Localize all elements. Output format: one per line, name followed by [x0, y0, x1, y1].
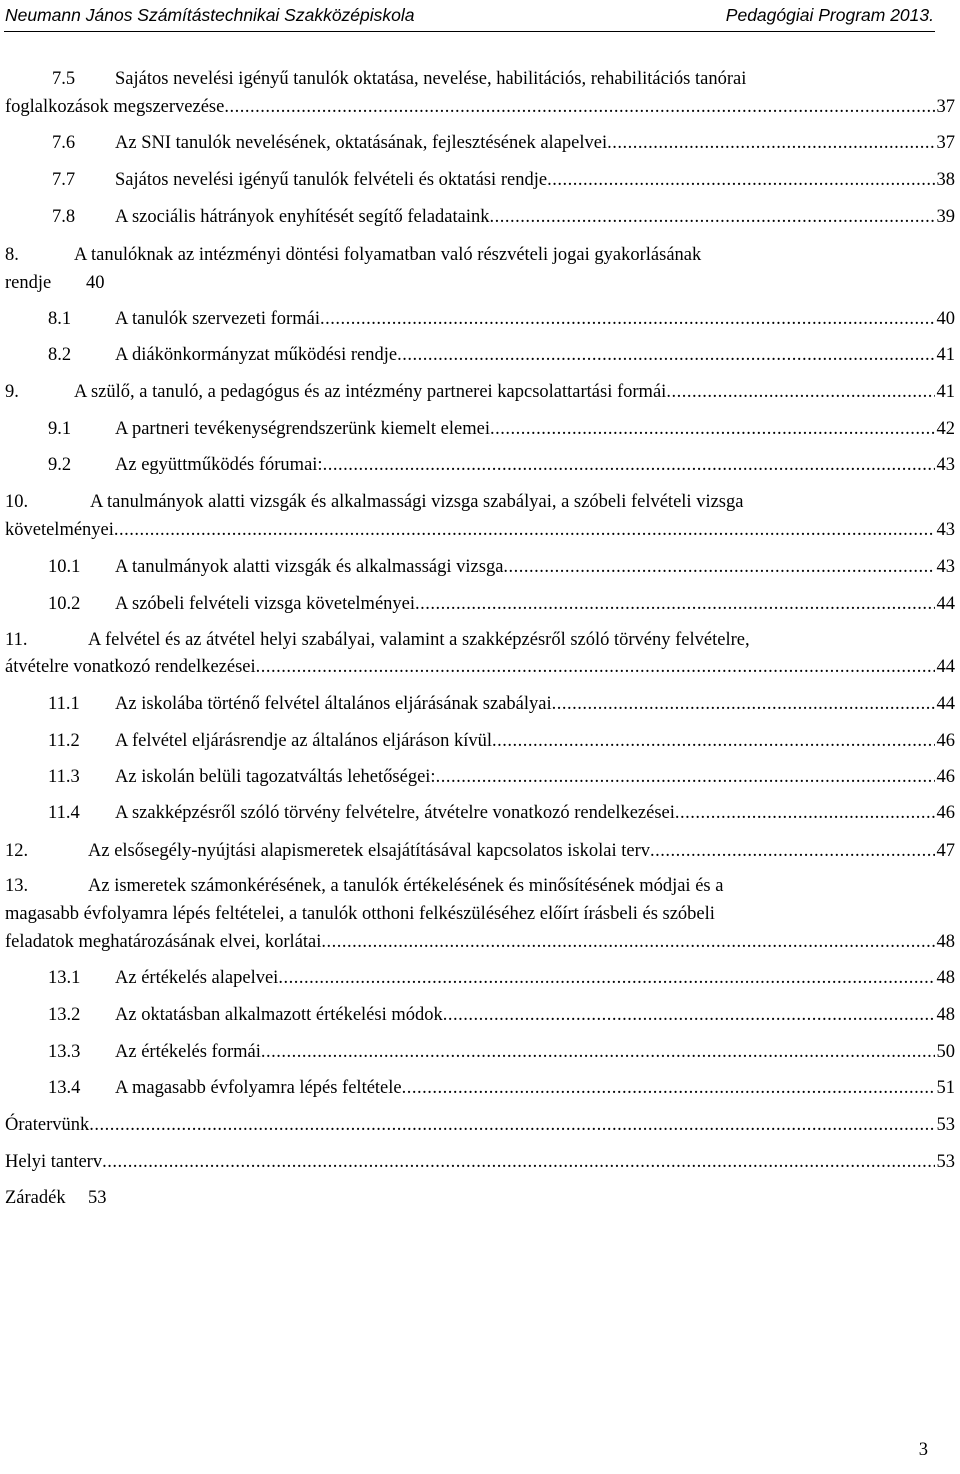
school-name: Neumann János Számítástechnikai Szakközépiskola [5, 5, 415, 25]
toc-number: 10. [5, 492, 29, 512]
dot-leader [224, 94, 934, 120]
toc-title: A partneri tevékenységrendszerünk kiemelt elemei [115, 419, 490, 439]
toc-page: 53 [936, 1115, 955, 1135]
toc-title: Az ismeretek számonkérésének, a tanulók értékelésének és minősítésének módjai és a [88, 876, 724, 896]
toc-title: Az SNI tanulók nevelésének, oktatásának, fejlesztésének alapelvei [115, 133, 608, 153]
toc-title: A diákönkormányzat működési rendje [115, 345, 398, 365]
dot-leader [607, 130, 934, 156]
toc-entry-9-2[interactable] [0, 452, 955, 478]
toc-entry-7-5[interactable] [0, 66, 935, 92]
toc-page: 38 [936, 170, 955, 190]
toc-number: 9.1 [48, 419, 72, 439]
toc-entry-7-6[interactable] [0, 130, 955, 156]
toc-entry-8[interactable] [0, 242, 955, 268]
toc-page: 43 [936, 557, 955, 577]
toc-title: Az iskolán belüli tagozatváltás lehetőségei: [115, 767, 436, 787]
toc-entry-7-8[interactable] [0, 204, 955, 230]
toc-entry-13-3[interactable] [0, 1039, 955, 1065]
dot-leader [503, 554, 934, 580]
toc-number: 7.6 [52, 133, 76, 153]
toc-entry-11-3[interactable] [0, 764, 955, 790]
toc-title: Helyi tanterv [5, 1152, 103, 1172]
toc-title: A szülő, a tanuló, a pedagógus és az intézmény partnerei kapcsolattartási formái [74, 382, 667, 402]
toc-number: 10.2 [48, 594, 81, 614]
toc-page: 40 [86, 273, 105, 293]
toc-title: foglalkozások megszervezése [5, 97, 225, 117]
toc-title: Az elsősegély-nyújtási alapismeretek elsajátításával kapcsolatos iskolai terv [88, 841, 651, 861]
toc-entry-13-continued-2[interactable] [0, 929, 955, 955]
toc-entry-12[interactable] [0, 838, 955, 864]
toc-page: 43 [936, 520, 955, 540]
toc-title: átvételre vonatkozó rendelkezései [5, 657, 256, 677]
toc-title: magasabb évfolyamra lépés feltételei, a tanulók otthoni felkészüléséhez előírt írásbeli és szóbeli [5, 904, 715, 924]
toc-entry-11-1[interactable] [0, 691, 955, 717]
toc-entry-13-1[interactable] [0, 965, 955, 991]
toc-title: A tanulóknak az intézményi döntési folyamatban való részvételi jogai gyakorlásának [74, 245, 702, 265]
toc-number: 13.4 [48, 1078, 81, 1098]
toc-entry-13-continued[interactable] [0, 901, 955, 927]
toc-page: 53 [936, 1152, 955, 1172]
toc-title: A szociális hátrányok enyhítését segítő feladataink [115, 207, 490, 227]
toc-number: 8. [5, 245, 19, 265]
toc-number: 13.2 [48, 1005, 81, 1025]
toc-number: 7.5 [52, 69, 76, 89]
toc-number: 11.2 [48, 731, 80, 751]
toc-entry-7-5-continued[interactable] [0, 94, 955, 120]
dot-leader [402, 1075, 935, 1101]
dot-leader [102, 1149, 934, 1175]
toc-title: Az oktatásban alkalmazott értékelési módok [115, 1005, 443, 1025]
toc-page: 39 [936, 207, 955, 227]
toc-page: 51 [936, 1078, 955, 1098]
toc-title: Óratervünk [5, 1115, 90, 1135]
toc-entry-8-1[interactable] [0, 306, 955, 332]
dot-leader [256, 654, 935, 680]
toc-title: A tanulók szervezeti formái [115, 309, 320, 329]
dot-leader [321, 929, 934, 955]
toc-page: 47 [936, 841, 955, 861]
toc-entry-13-2[interactable] [0, 1002, 955, 1028]
toc-number: 13.1 [48, 968, 81, 988]
toc-title: A magasabb évfolyamra lépés feltétele [115, 1078, 402, 1098]
toc-title: feladatok meghatározásának elvei, korlátai [5, 932, 322, 952]
toc-entry-10-2[interactable] [0, 591, 955, 617]
toc-page: 53 [88, 1188, 107, 1208]
toc-page: 48 [936, 968, 955, 988]
dot-leader [490, 416, 935, 442]
toc-title: Sajátos nevelési igényű tanulók felvételi és oktatási rendje [115, 170, 548, 190]
toc-page: 50 [936, 1042, 955, 1062]
toc-page: 42 [936, 419, 955, 439]
toc-number: 13.3 [48, 1042, 81, 1062]
dot-leader [323, 452, 935, 478]
toc-title: rendje [5, 273, 52, 293]
toc-page: 46 [936, 767, 955, 787]
toc-title: Az értékelés alapelvei [115, 968, 279, 988]
toc-page: 40 [936, 309, 955, 329]
toc-entry-13[interactable] [0, 873, 955, 899]
toc-page: 48 [936, 932, 955, 952]
toc-page: 37 [936, 133, 955, 153]
page-number: 3 [918, 1440, 928, 1460]
toc-number: 8.1 [48, 309, 72, 329]
toc-entry-8-continued[interactable] [0, 270, 955, 296]
toc-title: Sajátos nevelési igényű tanulók oktatása, nevelése, habilitációs, rehabilitációs tanórai [115, 69, 747, 89]
toc-page: 44 [936, 657, 955, 677]
dot-leader [320, 306, 935, 332]
toc-entry-9[interactable] [0, 379, 955, 405]
toc-page: 44 [936, 594, 955, 614]
toc-number: 11.3 [48, 767, 80, 787]
dot-leader [552, 691, 935, 717]
toc-page: 48 [936, 1005, 955, 1025]
dot-leader [278, 965, 934, 991]
toc-title: Az értékelés formái [115, 1042, 261, 1062]
toc-entry-11-continued[interactable] [0, 654, 955, 680]
toc-number: 11. [5, 630, 28, 650]
toc-title: A szóbeli felvételi vizsga követelményei [115, 594, 416, 614]
toc-entry-10-continued[interactable] [0, 517, 955, 543]
toc-entry-11[interactable] [0, 627, 955, 653]
dot-leader [415, 591, 934, 617]
toc-title: A felvétel eljárásrendje az általános eljáráson kívül [115, 731, 493, 751]
toc-number: 8.2 [48, 345, 72, 365]
toc-page: 41 [936, 345, 955, 365]
toc-number: 11.4 [48, 803, 80, 823]
toc-page: 46 [936, 731, 955, 751]
dot-leader [492, 728, 934, 754]
toc-title: A szakképzésről szóló törvény felvételre, átvételre vonatkozó rendelkezései [115, 803, 675, 823]
toc-page: 44 [936, 694, 955, 714]
dot-leader [89, 1112, 934, 1138]
toc-number: 13. [5, 876, 29, 896]
toc-entry-zaradek[interactable] [0, 1185, 955, 1211]
toc-entry-13-4[interactable] [0, 1075, 955, 1101]
toc-page: 41 [936, 382, 955, 402]
toc-number: 12. [5, 841, 29, 861]
toc-entry-10[interactable] [0, 489, 955, 515]
dot-leader [443, 1002, 935, 1028]
toc-title: A tanulmányok alatti vizsgák és alkalmassági vizsga [115, 557, 504, 577]
dot-leader [114, 517, 935, 543]
toc-number: 9. [5, 382, 19, 402]
dot-leader [547, 167, 934, 193]
toc-entry-8-2[interactable] [0, 342, 955, 368]
toc-title: követelményei [5, 520, 114, 540]
toc-entry-11-4[interactable] [0, 800, 955, 826]
toc-number: 7.7 [52, 170, 76, 190]
toc-page: 46 [936, 803, 955, 823]
toc-number: 10.1 [48, 557, 81, 577]
toc-number: 11.1 [48, 694, 80, 714]
toc-entry-7-7[interactable] [0, 167, 955, 193]
toc-title: Záradék [5, 1188, 66, 1208]
toc-page: 43 [936, 455, 955, 475]
toc-entry-oratervunk[interactable] [0, 1112, 955, 1138]
toc-entry-9-1[interactable] [0, 416, 955, 442]
toc-entry-11-2[interactable] [0, 728, 955, 754]
toc-title: Az együttműködés fórumai: [115, 455, 323, 475]
program-title: Pedagógiai Program 2013. [725, 5, 934, 25]
dot-leader [650, 838, 934, 864]
dot-leader [675, 800, 935, 826]
toc-title: A tanulmányok alatti vizsgák és alkalmassági vizsga szabályai, a szóbeli felvételi vizsga [90, 492, 744, 512]
toc-number: 7.8 [52, 207, 76, 227]
dot-leader [261, 1039, 935, 1065]
dot-leader [666, 379, 934, 405]
toc-entry-helyi-tanterv[interactable] [0, 1149, 955, 1175]
toc-title: Az iskolába történő felvétel általános eljárásának szabályai [115, 694, 552, 714]
dot-leader [397, 342, 934, 368]
toc-entry-10-1[interactable] [0, 554, 955, 580]
toc-page: 37 [936, 97, 955, 117]
dot-leader [490, 204, 935, 230]
dot-leader [436, 764, 935, 790]
toc-title: A felvétel és az átvétel helyi szabályai, valamint a szakképzésről szóló törvény felvételre, [88, 630, 750, 650]
toc-number: 9.2 [48, 455, 72, 475]
